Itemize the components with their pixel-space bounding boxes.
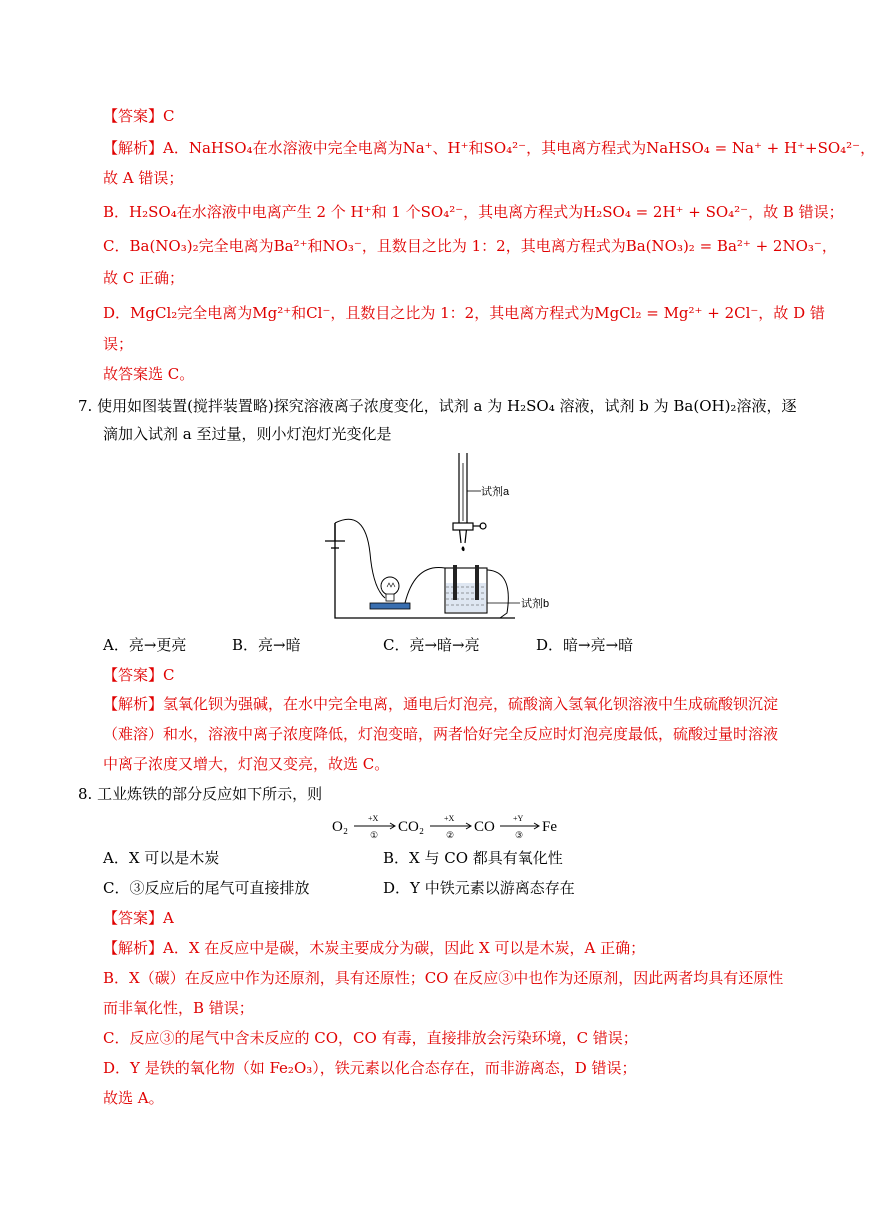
q6-analysis-line: 故答案选 C。 xyxy=(103,365,195,383)
species-fe: Fe xyxy=(542,819,557,835)
reagent-a-label: 试剂a xyxy=(481,486,510,498)
burette xyxy=(453,453,486,551)
q6-analysis-line: 误； xyxy=(103,335,134,353)
q6-analysis-line: 故 C 正确； xyxy=(103,269,185,287)
arrow-1-step: ① xyxy=(370,830,379,840)
q7-stem: 7. 使用如图装置(搅拌装置略)探究溶液离子浓度变化，试剂 a 为 H₂SO₄ 溶液，试剂 b 为 Ba(OH)₂溶液，逐 xyxy=(78,397,797,415)
arrow-2-step: ② xyxy=(446,830,455,840)
q8-analysis-line: C．反应③的尾气中含未反应的 CO，CO 有毒，直接排放会污染环境，C 错误； xyxy=(103,1029,638,1047)
q7-stem-cont: 滴加入试剂 a 至过量，则小灯泡灯光变化是 xyxy=(103,425,392,443)
species-o2: O₂ xyxy=(332,819,349,835)
q7-option-a: A．亮→更亮 xyxy=(103,636,187,654)
arrow-1-reagent: +X xyxy=(368,814,379,823)
arrow-3-step: ③ xyxy=(515,830,524,840)
q8-option-d: D．Y 中铁元素以游离态存在 xyxy=(383,879,575,897)
q7-option-c: C．亮→暗→亮 xyxy=(383,636,480,654)
q8-option-b: B．X 与 CO 都具有氧化性 xyxy=(383,849,563,867)
species-co: CO xyxy=(474,819,495,835)
platform xyxy=(370,603,410,609)
q8-analysis-line: B．X（碳）在反应中作为还原剂，具有还原性；CO 在反应③中也作为还原剂，因此两者均具有还原性 xyxy=(103,969,784,987)
q6-answer: 【答案】C xyxy=(103,107,175,125)
q7-option-b: B．亮→暗 xyxy=(232,636,301,654)
q8-analysis-line: 【解析】A．X 在反应中是碳，木炭主要成分为碳，因此 X 可以是木炭，A 正确； xyxy=(103,939,646,957)
q6-analysis-line: C．Ba(NO₃)₂完全电离为Ba²⁺和NO₃⁻，且数目之比为 1：2，其电离方程式为Ba(NO₃)₂ = Ba²⁺ + 2NO₃⁻， xyxy=(103,237,837,255)
species-co2: CO₂ xyxy=(398,819,425,835)
q8-analysis-line: 而非氧化性，B 错误； xyxy=(103,999,254,1017)
arrow-3-reagent: +Y xyxy=(513,814,524,823)
beaker xyxy=(445,565,487,613)
q7-analysis-line: 中离子浓度又增大，灯泡又变亮，故选 C。 xyxy=(103,755,390,773)
electrolyte-apparatus-figure xyxy=(335,453,550,633)
q6-analysis-line: B．H₂SO₄在水溶液中电离产生 2 个 H⁺和 1 个SO₄²⁻，其电离方程式为H₂SO₄ = 2H⁺ + SO₄²⁻，故 B 错误； xyxy=(103,203,844,221)
reaction-scheme xyxy=(330,810,570,842)
q8-answer: 【答案】A xyxy=(103,909,174,927)
q7-analysis-line: 【解析】氢氧化钡为强碱，在水中完全电离，通电后灯泡亮，硫酸滴入氢氧化钡溶液中生成硫酸钡沉淀 xyxy=(103,695,779,713)
q6-analysis-line: 故 A 错误； xyxy=(103,169,184,187)
q7-analysis-line: （难溶）和水，溶液中离子浓度降低，灯泡变暗，两者恰好完全反应时灯泡亮度最低，硫酸过量时溶液 xyxy=(103,725,779,743)
q8-option-a: A．X 可以是木炭 xyxy=(103,849,220,867)
q8-option-c: C．③反应后的尾气可直接排放 xyxy=(103,879,310,897)
q6-analysis-line: D．MgCl₂完全电离为Mg²⁺和Cl⁻，且数目之比为 1：2，其电离方程式为MgCl₂ = Mg²⁺ + 2Cl⁻，故 D 错 xyxy=(103,304,825,322)
reagent-b-label: 试剂b xyxy=(521,598,550,610)
q7-option-d: D．暗→亮→暗 xyxy=(536,636,634,654)
q8-analysis-line: 故选 A。 xyxy=(103,1089,164,1107)
q7-answer: 【答案】C xyxy=(103,666,175,684)
q8-analysis-line: D．Y 是铁的氧化物（如 Fe₂O₃），铁元素以化合态存在，而非游离态，D 错误； xyxy=(103,1059,637,1077)
q8-stem: 8. 工业炼铁的部分反应如下所示，则 xyxy=(78,785,323,803)
arrow-2-reagent: +X xyxy=(444,814,455,823)
q6-analysis-line: 【解析】A．NaHSO₄在水溶液中完全电离为Na⁺、H⁺和SO₄²⁻，其电离方程式为NaHSO₄ = Na⁺ + H⁺+SO₄²⁻， xyxy=(103,139,875,157)
